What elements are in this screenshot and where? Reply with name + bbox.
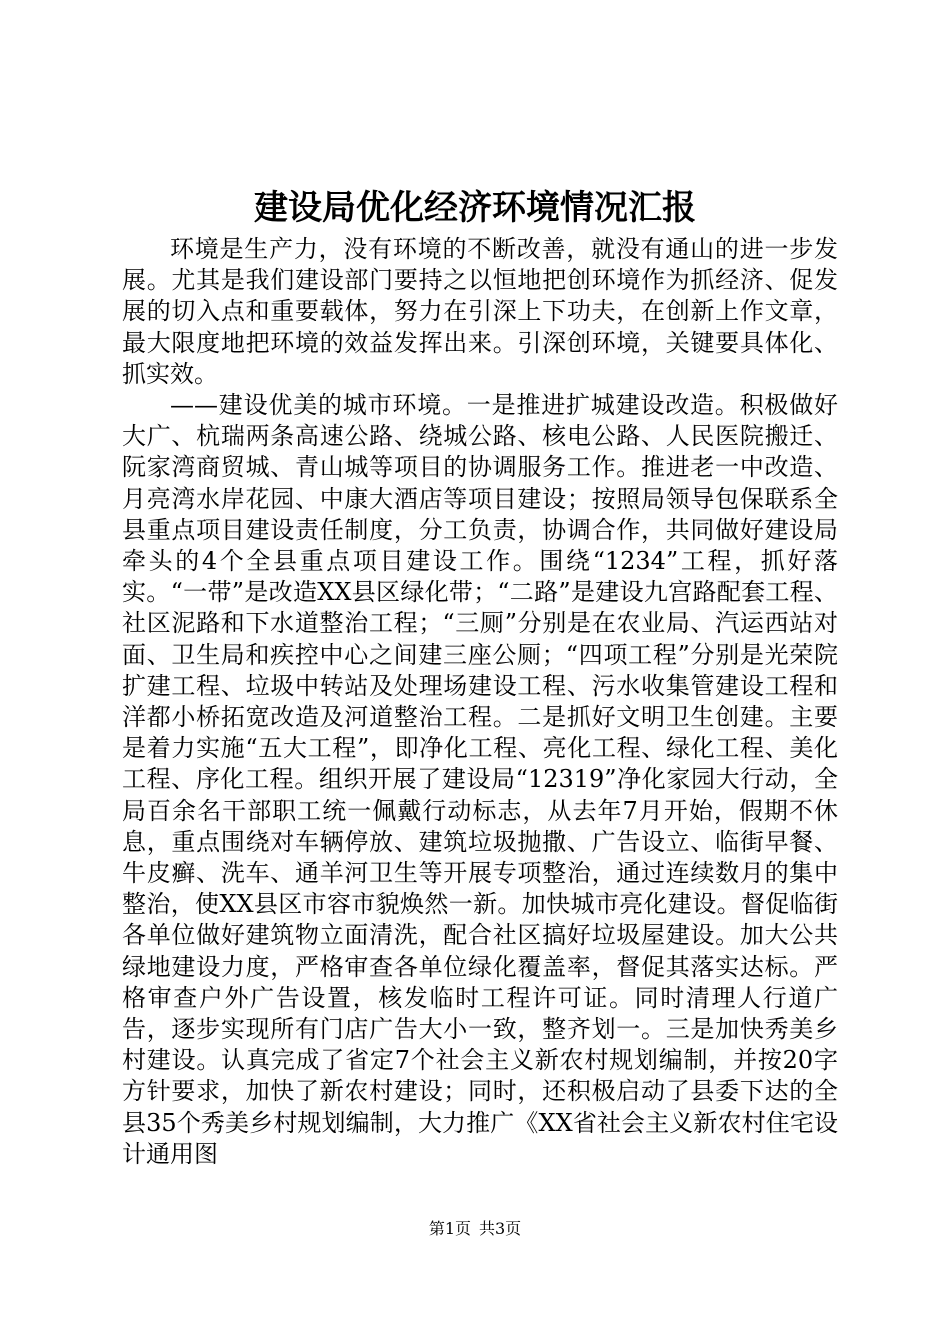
page-footer — [0, 1218, 950, 1240]
page-number: 第1页 — [428, 1219, 471, 1238]
document-body — [122, 234, 838, 1170]
document-title: 建设局优化经济环境情况汇报 — [254, 188, 696, 228]
page-total: 共3页 — [479, 1219, 522, 1238]
paragraph-intro: 环境是生产力，没有环境的不断改善，就没有通山的进一步发展。尤其是我们建设部门要持之以恒地把创环境作为抓经济、促发展的切入点和重要载体，努力在引深上下功夫，在创新上作文章，最大限度地把环境的效益发挥出来。引深创环境，关键要具体化、抓实效。 — [122, 235, 838, 388]
paragraph-urban-environment: ——建设优美的城市环境。一是推进扩城建设改造。积极做好大广、杭瑞两条高速公路、绕城公路、核电公路、人民医院搬迁、阮家湾商贸城、青山城等项目的协调服务工作。推进老一中改造、月亮湾水岸花园、中康大酒店等项目建设；按照局领导包保联系全县重点项目建设责任制度，分工负责，协调合作，共同做好建设局牵头的4个全县重点项目建设工作。围绕“1234”工程，抓好落实。“一带”是改造XX县区绿化带；“二路”是建设九宫路配套工程、社区泥路和下水道整治工程；“三厕”分别是在农业局、汽运西站对面、卫生局和疾控中心之间建三座公厕；“四项工程”分别是光荣院扩建工程、垃圾中转站及处理场建设工程、污水收集管建设工程和洋都小桥拓宽改造及河道整治工程。二是抓好文明卫生创建。主要是着力实施“五大工程”，即净化工程、亮化工程、绿化工程、美化工程、序化工程。组织开展了建设局“12319”净化家园大行动，全局百余名干部职工统一佩戴行动标志，从去年7月开始，假期不休息，重点围绕对车辆停放、建筑垃圾抛撒、广告设立、临街早餐、牛皮癣、洗车、通羊河卫生等开展专项整治，通过连续数月的集中整治，使XX县区市容市貌焕然一新。加快城市亮化建设。督促临街各单位做好建筑物立面清洗，配合社区搞好垃圾屋建设。加大公共绿地建设力度，严格审查各单位绿化覆盖率，督促其落实达标。严格审查户外广告设置，核发临时工程许可证。同时清理人行道广告，逐步实现所有门店广告大小一致，整齐划一。三是加快秀美乡村建设。认真完成了省定7个社会主义新农村规划编制，并按20字方针要求，加快了新农村建设；同时，还积极启动了县委下达的全县35个秀美乡村规划编制，大力推广《XX省社会主义新农村住宅设计通用图 — [122, 391, 838, 1168]
